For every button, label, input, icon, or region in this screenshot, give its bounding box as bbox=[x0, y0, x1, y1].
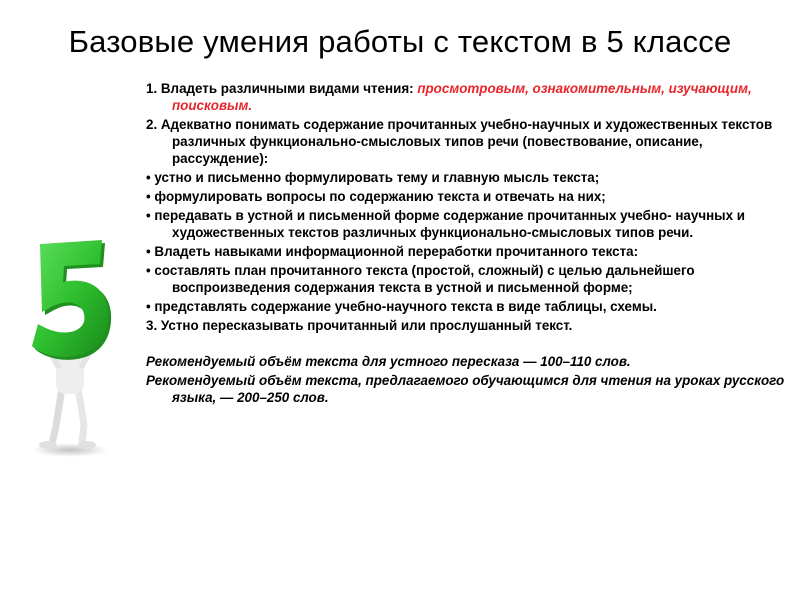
list-item: • представлять содержание учебно-научного текста в виде таблицы, схемы. bbox=[146, 299, 657, 314]
slide-title: Базовые умения работы с текстом в 5 классе bbox=[68, 24, 732, 59]
spacer bbox=[146, 336, 786, 353]
skill-item-reading-types bbox=[146, 80, 786, 114]
list-item: • Владеть навыками информационной переработки прочитанного текста: bbox=[146, 244, 639, 259]
list-item: • составлять план прочитанного текста (простой, сложный) с целью дальнейшего воспроизведения содержания текста в устной и письменной форме; bbox=[146, 263, 695, 295]
list-item: • устно и письменно формулировать тему и главную мысль текста; bbox=[146, 170, 600, 185]
reading-types-highlight: просмотровым, ознакомительным, изучающим, поисковым. bbox=[172, 81, 752, 113]
list-item: • передавать в устной и письменной форме содержание прочитанных учебно- научных и художественных текстов различных функционально-смысловых типов речи. bbox=[146, 208, 746, 240]
recommendation-retelling-volume: Рекомендуемый объём текста для устного пересказа — 100–110 слов. bbox=[146, 354, 631, 369]
skill-item-retelling: 3. Устно пересказывать прочитанный или прослушанный текст. bbox=[146, 318, 573, 333]
skill-item-understanding: 2. Адекватно понимать содержание прочитанных учебно-научных и художественных текстов различных функционально-смысловых типов речи (повествование, описание, рассуждение): bbox=[146, 117, 773, 166]
skills-list bbox=[146, 80, 786, 408]
number-five-character-icon bbox=[26, 238, 112, 460]
skill-item-reading-types-text: 1. Владеть различными видами чтения: bbox=[146, 81, 418, 96]
recommendation-reading-volume: Рекомендуемый объём текста, предлагаемого обучающимся для чтения на уроках русского языка, — 200–250 слов. bbox=[146, 373, 785, 405]
list-item: • формулировать вопросы по содержанию текста и отвечать на них; bbox=[146, 189, 606, 204]
number-five-character-illustration bbox=[26, 238, 112, 460]
